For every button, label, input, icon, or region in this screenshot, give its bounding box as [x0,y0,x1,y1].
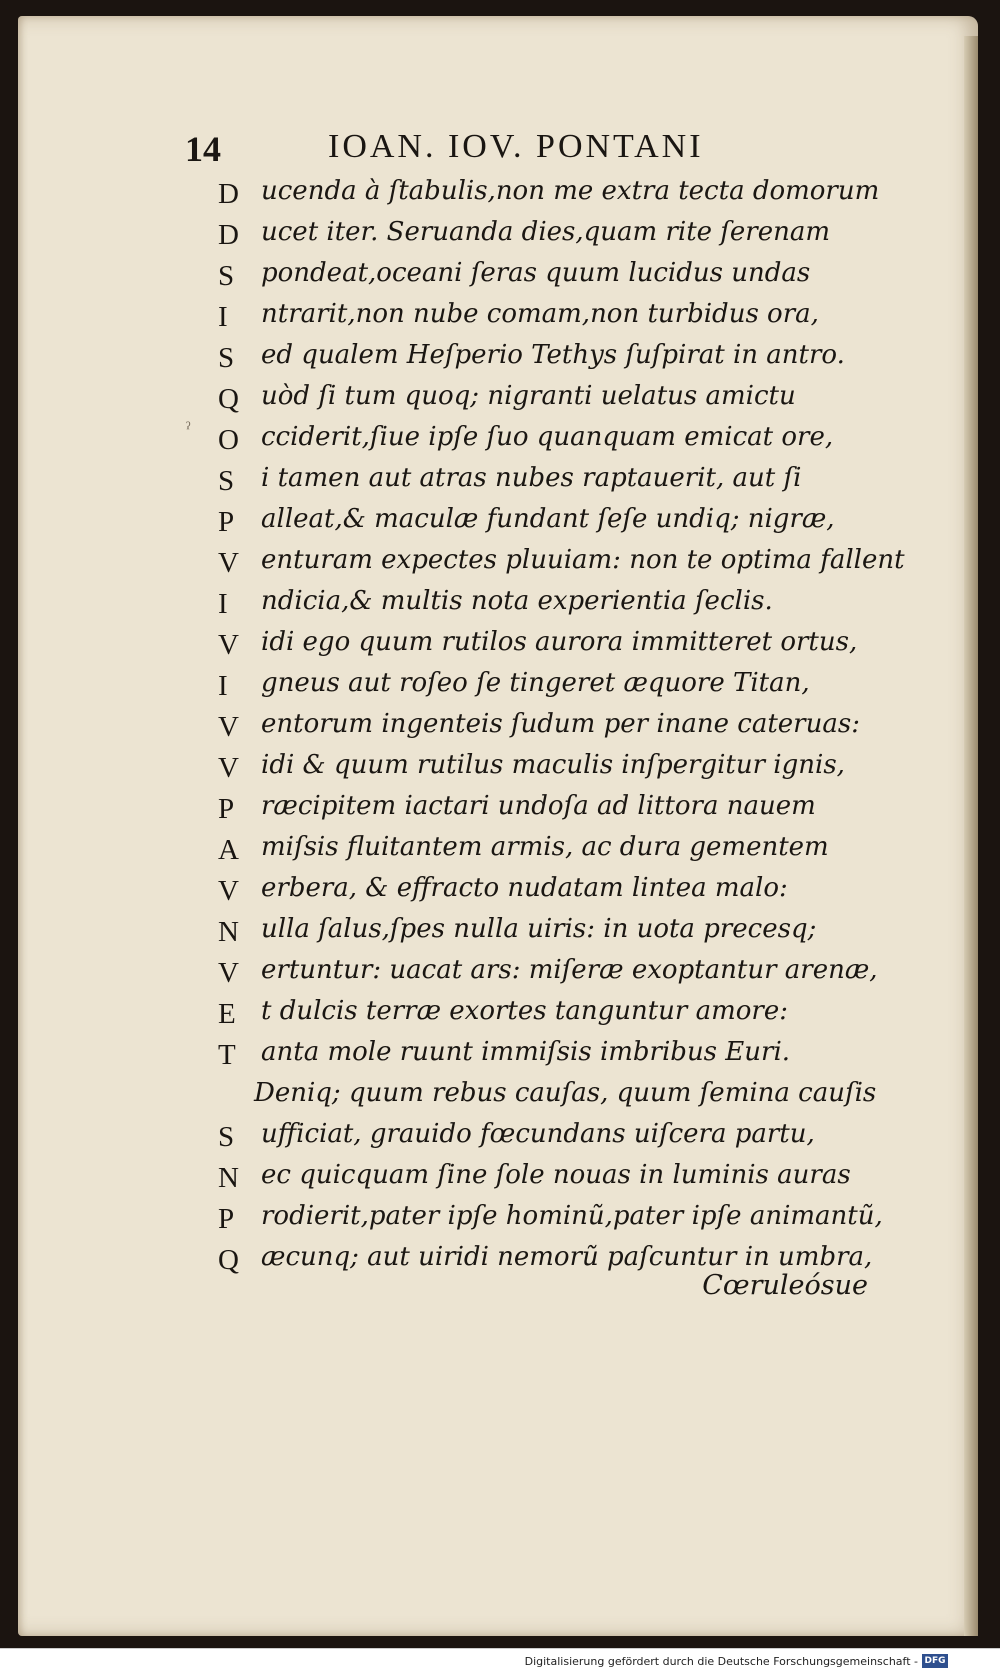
line-initial: S [218,342,235,374]
dfg-logo-icon: DFG [922,1654,948,1668]
line-initial: I [218,588,228,620]
line-initial: Q [218,1244,239,1276]
verse-line [18,176,978,217]
line-text: i tamen aut atras nubes raptauerit, aut ſi [261,463,802,493]
book-page [18,16,978,1636]
line-initial: V [218,711,239,743]
verse-line [18,668,978,709]
verse-line [18,1037,978,1078]
line-initial: N [218,1162,239,1194]
line-text: erbera, & effracto nudatam lintea malo: [261,873,788,903]
line-text: æcunq; aut uiridi nemorũ paſcuntur in umbra, [261,1242,873,1272]
line-text: pondeat,oceani ſeras quum lucidus undas [261,258,811,288]
line-text: enturam expectes pluuiam: non te optima fallent [261,545,905,575]
line-text: ntrarit,non nube comam,non turbidus ora, [261,299,819,329]
verse-line [18,340,978,381]
line-text: cciderit,ſiue ipſe ſuo quanquam emicat ore, [261,422,834,452]
line-initial: S [218,1121,235,1153]
line-text: ndicia,& multis nota experientia ſeclis. [261,586,773,616]
digitization-footer [0,1648,1000,1677]
verse-line [18,586,978,627]
running-head: IOAN. IOV. PONTANI [328,128,704,165]
line-text: idi & quum rutilus maculis inſpergitur ignis, [261,750,845,780]
verse-line [18,381,978,422]
line-text: ucet iter. Seruanda dies,quam rite ſerenam [261,217,831,247]
line-initial: D [218,178,239,210]
line-text: anta mole ruunt immiſsis imbribus Euri. [261,1037,791,1067]
verse-line [18,299,978,340]
page-header [18,128,978,168]
line-initial: V [218,547,239,579]
verse-line [18,709,978,750]
line-initial: V [218,875,239,907]
line-text: Deniq; quum rebus cauſas, quum ſemina cauſis [254,1078,877,1108]
line-text: entorum ingenteis ſudum per inane cateruas: [261,709,860,739]
line-initial: V [218,957,239,989]
verse-line [18,627,978,668]
line-initial: S [218,260,235,292]
verse-line [18,750,978,791]
margin-mark: ˀ [186,418,191,438]
verse-line [18,996,978,1037]
line-initial: E [218,998,236,1030]
line-text: ufficiat, grauido fœcundans uiſcera partu, [261,1119,815,1149]
verse-line [18,1201,978,1242]
line-initial: P [218,506,235,538]
line-initial: T [218,1039,236,1071]
verse-line [18,1160,978,1201]
line-text: ucenda à ſtabulis,non me extra tecta domorum [261,176,880,206]
line-initial: D [218,219,239,251]
line-text: uòd ſi tum quoq; nigranti uelatus amictu [261,381,796,411]
verse-line [18,258,978,299]
line-text: miſsis fluitantem armis, ac dura gementem [261,832,829,862]
verse-block [18,176,978,1283]
verse-line [18,914,978,955]
page-number: 14 [185,129,221,169]
line-text: ertuntur: uacat ars: miſeræ exoptantur arenæ, [261,955,878,985]
line-text: ræcipitem iactari undoſa ad littora nauem [261,791,816,821]
verse-line [18,504,978,545]
line-initial: A [218,834,239,866]
verse-line [18,545,978,586]
line-initial: N [218,916,239,948]
verse-line [18,873,978,914]
line-text: t dulcis terræ exortes tanguntur amore: [261,996,788,1026]
line-initial: O [218,424,239,456]
line-text: rodierit,pater ipſe hominũ,pater ipſe animantũ, [261,1201,883,1231]
line-text: ulla ſalus,ſpes nulla uiris: in uota precesq; [261,914,817,944]
line-text: ed qualem Heſperio Tethys ſuſpirat in antro. [261,340,845,370]
verse-line [18,422,978,463]
line-initial: P [218,793,235,825]
line-text: gneus aut roſeo ſe tingeret æquore Titan, [261,668,810,698]
footer-credit: Digitalisierung gefördert durch die Deutsche Forschungsgemeinschaft - [524,1655,918,1668]
line-initial: P [218,1203,235,1235]
verse-line [18,1078,978,1119]
verse-line [18,791,978,832]
line-text: idi ego quum rutilos aurora immitteret ortus, [261,627,858,657]
verse-line [18,955,978,996]
verse-line [18,832,978,873]
verse-line [18,1119,978,1160]
line-text: alleat,& maculæ fundant ſeſe undiq; nigræ, [261,504,835,534]
line-initial: I [218,670,228,702]
line-initial: I [218,301,228,333]
line-initial: Q [218,383,239,415]
catchword: Cœruleósue [702,1270,868,1301]
line-text: ec quicquam ſine ſole nouas in luminis auras [261,1160,851,1190]
verse-line [18,217,978,258]
line-initial: V [218,629,239,661]
line-initial: V [218,752,239,784]
line-initial: S [218,465,235,497]
verse-line [18,463,978,504]
